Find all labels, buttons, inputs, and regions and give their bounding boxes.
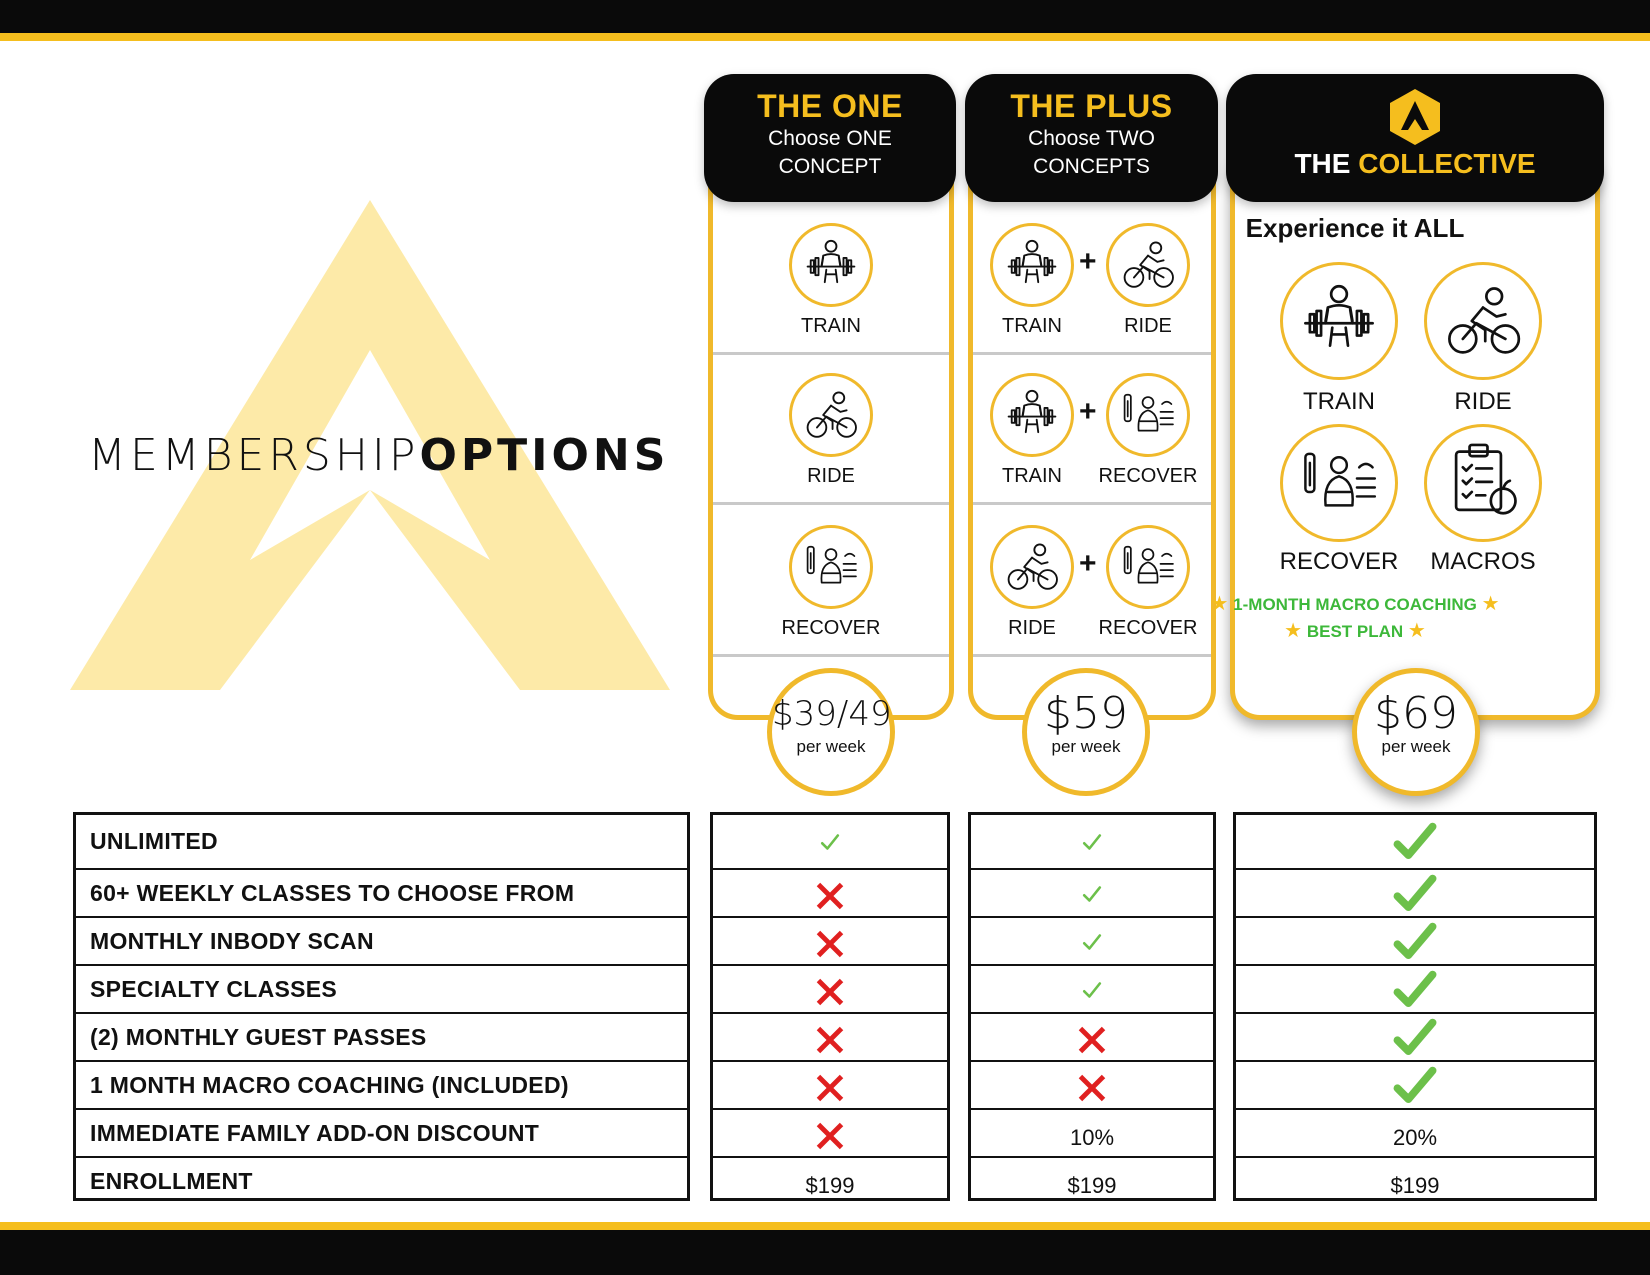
price-circle-the-plus xyxy=(1022,668,1150,796)
cyclist-icon xyxy=(993,528,1071,606)
top-black-band xyxy=(0,0,1650,33)
page-title-bold: OPTIONS xyxy=(419,430,670,481)
plan-subtitle: Choose TWO xyxy=(1028,127,1155,150)
star-icon: ★ xyxy=(1407,620,1426,642)
concept-label: RIDE xyxy=(807,465,855,487)
brand-logo-icon xyxy=(1389,88,1441,146)
cross-icon xyxy=(816,1122,844,1150)
concept-label: RECOVER xyxy=(1098,465,1198,487)
concept-label: RIDE xyxy=(1124,315,1172,337)
cell-value: $199 xyxy=(1067,1173,1117,1198)
star-icon: ★ xyxy=(1284,620,1303,642)
concept-icon-circle xyxy=(990,525,1074,609)
bottom-black-band xyxy=(0,1230,1650,1275)
concept-label: RECOVER xyxy=(1098,617,1198,639)
cross-icon xyxy=(816,882,844,910)
table-row xyxy=(971,916,1213,964)
check-icon xyxy=(1079,829,1105,855)
table-row xyxy=(713,1060,947,1108)
cell-value: 20% xyxy=(1392,1125,1438,1150)
check-icon xyxy=(1393,1064,1437,1108)
sauna-recovery-icon xyxy=(1109,376,1187,454)
table-row xyxy=(713,868,947,916)
check-icon xyxy=(817,829,843,855)
table-row xyxy=(713,1108,947,1156)
bonus-text: 1-MONTH MACRO COACHING xyxy=(1233,595,1477,614)
table-row xyxy=(971,1060,1213,1108)
concept-icon-circle xyxy=(990,373,1074,457)
table-row xyxy=(713,1156,947,1204)
concept-label: MACROS xyxy=(1430,548,1536,575)
plan-tagline: Experience it ALL xyxy=(1245,213,1465,243)
plan-price: $59 xyxy=(1044,688,1128,739)
page-title-light: MEMBERSHIP xyxy=(88,430,420,481)
plus-sign: + xyxy=(1079,547,1097,580)
plan-subtitle: CONCEPT xyxy=(778,155,882,178)
table-row xyxy=(76,868,687,916)
barbell-lifter-icon xyxy=(993,376,1071,454)
concept-icon-circle xyxy=(1280,424,1398,542)
bonus-line xyxy=(1175,591,1535,616)
table-row xyxy=(1236,1060,1594,1108)
feature-table-the-plus xyxy=(968,812,1216,1201)
table-row xyxy=(76,964,687,1012)
cross-icon xyxy=(1078,1026,1106,1054)
table-row xyxy=(1236,868,1594,916)
concept-label: RIDE xyxy=(1008,617,1056,639)
table-row xyxy=(713,964,947,1012)
table-row xyxy=(971,964,1213,1012)
page-title xyxy=(88,430,669,481)
plan-price: $69 xyxy=(1374,688,1458,739)
price-unit: per week xyxy=(1381,737,1451,756)
plan-name: THE PLUS xyxy=(1010,88,1173,124)
feature-label: ENROLLMENT xyxy=(90,1168,253,1194)
plus-sign: + xyxy=(1079,395,1097,428)
cell-value: $199 xyxy=(1390,1173,1440,1198)
bottom-gold-stripe xyxy=(0,1222,1650,1230)
cross-icon xyxy=(816,978,844,1006)
concept-label: TRAIN xyxy=(1002,315,1062,337)
check-icon xyxy=(1393,920,1437,964)
cell-value: $199 xyxy=(805,1173,855,1198)
price-circle-the-one xyxy=(767,668,895,796)
feature-label: SPECIALTY CLASSES xyxy=(90,976,338,1002)
star-icon: ★ xyxy=(1481,593,1500,615)
feature-label: MONTHLY INBODY SCAN xyxy=(90,928,374,954)
top-gold-stripe xyxy=(0,33,1650,41)
plan-name-white: THE xyxy=(1294,148,1351,179)
best-plan-text: BEST PLAN xyxy=(1306,622,1404,641)
concept-label: TRAIN xyxy=(1002,465,1062,487)
cross-icon xyxy=(816,1074,844,1102)
feature-label: 60+ WEEKLY CLASSES TO CHOOSE FROM xyxy=(90,880,575,906)
feature-table-the-one xyxy=(710,812,950,1201)
table-row xyxy=(971,1156,1213,1204)
best-plan-line xyxy=(1175,618,1535,643)
table-row xyxy=(1236,815,1594,868)
concept-icon-circle xyxy=(1424,424,1542,542)
cross-icon xyxy=(1078,1074,1106,1102)
feature-label: UNLIMITED xyxy=(90,827,218,854)
plan-header-the-one xyxy=(704,74,956,202)
cell-value: 10% xyxy=(1069,1125,1115,1150)
check-icon xyxy=(1079,929,1105,955)
feature-label: 1 MONTH MACRO COACHING (INCLUDED) xyxy=(90,1072,569,1098)
check-icon xyxy=(1079,881,1105,907)
table-row xyxy=(713,916,947,964)
plus-sign: + xyxy=(1079,245,1097,278)
concept-icon-circle xyxy=(789,525,873,609)
plan-price: $39/49 xyxy=(772,694,892,734)
price-unit: per week xyxy=(1051,737,1121,756)
plan-subtitle: Choose ONE xyxy=(768,127,892,150)
table-row xyxy=(713,815,947,868)
feature-label: (2) MONTHLY GUEST PASSES xyxy=(90,1024,427,1050)
table-row xyxy=(76,815,687,868)
check-icon xyxy=(1393,1016,1437,1060)
plan-header-the-collective xyxy=(1226,74,1604,202)
sauna-recovery-icon xyxy=(1283,427,1395,539)
table-row xyxy=(1236,1012,1594,1060)
table-row xyxy=(1236,964,1594,1012)
plan-name xyxy=(1226,148,1604,180)
cyclist-icon xyxy=(1427,265,1539,377)
concept-label: RECOVER xyxy=(781,617,881,639)
table-row xyxy=(76,916,687,964)
nutrition-clipboard-icon xyxy=(1427,427,1539,539)
table-row xyxy=(1236,1156,1594,1204)
feature-label-table xyxy=(73,812,690,1201)
check-icon xyxy=(1393,968,1437,1012)
table-row xyxy=(76,1156,687,1204)
cyclist-icon xyxy=(792,376,870,454)
table-row xyxy=(971,1012,1213,1060)
sauna-recovery-icon xyxy=(792,528,870,606)
table-row xyxy=(76,1012,687,1060)
table-row xyxy=(1236,916,1594,964)
cross-icon xyxy=(816,1026,844,1054)
table-row xyxy=(971,868,1213,916)
table-row xyxy=(76,1108,687,1156)
concept-label: TRAIN xyxy=(801,315,861,337)
check-icon xyxy=(1393,820,1437,864)
concept-icon-circle xyxy=(789,223,873,307)
concept-icon-circle xyxy=(789,373,873,457)
plan-name-yellow: COLLECTIVE xyxy=(1358,148,1536,179)
check-icon xyxy=(1393,872,1437,916)
concept-label: RIDE xyxy=(1454,388,1512,415)
feature-table-the-collective xyxy=(1233,812,1597,1201)
star-icon: ★ xyxy=(1210,593,1229,615)
table-row xyxy=(76,1060,687,1108)
concept-icon-circle xyxy=(990,223,1074,307)
price-unit: per week xyxy=(796,737,866,756)
concept-icon-circle xyxy=(1106,373,1190,457)
table-row xyxy=(713,1012,947,1060)
table-row xyxy=(971,1108,1213,1156)
table-row xyxy=(1236,1108,1594,1156)
table-row xyxy=(971,815,1213,868)
barbell-lifter-icon xyxy=(993,226,1071,304)
plan-subtitle: CONCEPTS xyxy=(1033,155,1150,178)
concept-label: TRAIN xyxy=(1303,388,1375,415)
cross-icon xyxy=(816,930,844,958)
check-icon xyxy=(1079,977,1105,1003)
feature-label: IMMEDIATE FAMILY ADD-ON DISCOUNT xyxy=(90,1120,540,1146)
concept-icon-circle xyxy=(1280,262,1398,380)
plan-header-the-plus xyxy=(965,74,1218,202)
barbell-lifter-icon xyxy=(1283,265,1395,377)
concept-icon-circle xyxy=(1424,262,1542,380)
plan-name: THE ONE xyxy=(757,88,903,124)
price-circle-the-collective xyxy=(1352,668,1480,796)
concept-label: RECOVER xyxy=(1279,548,1399,575)
barbell-lifter-icon xyxy=(792,226,870,304)
